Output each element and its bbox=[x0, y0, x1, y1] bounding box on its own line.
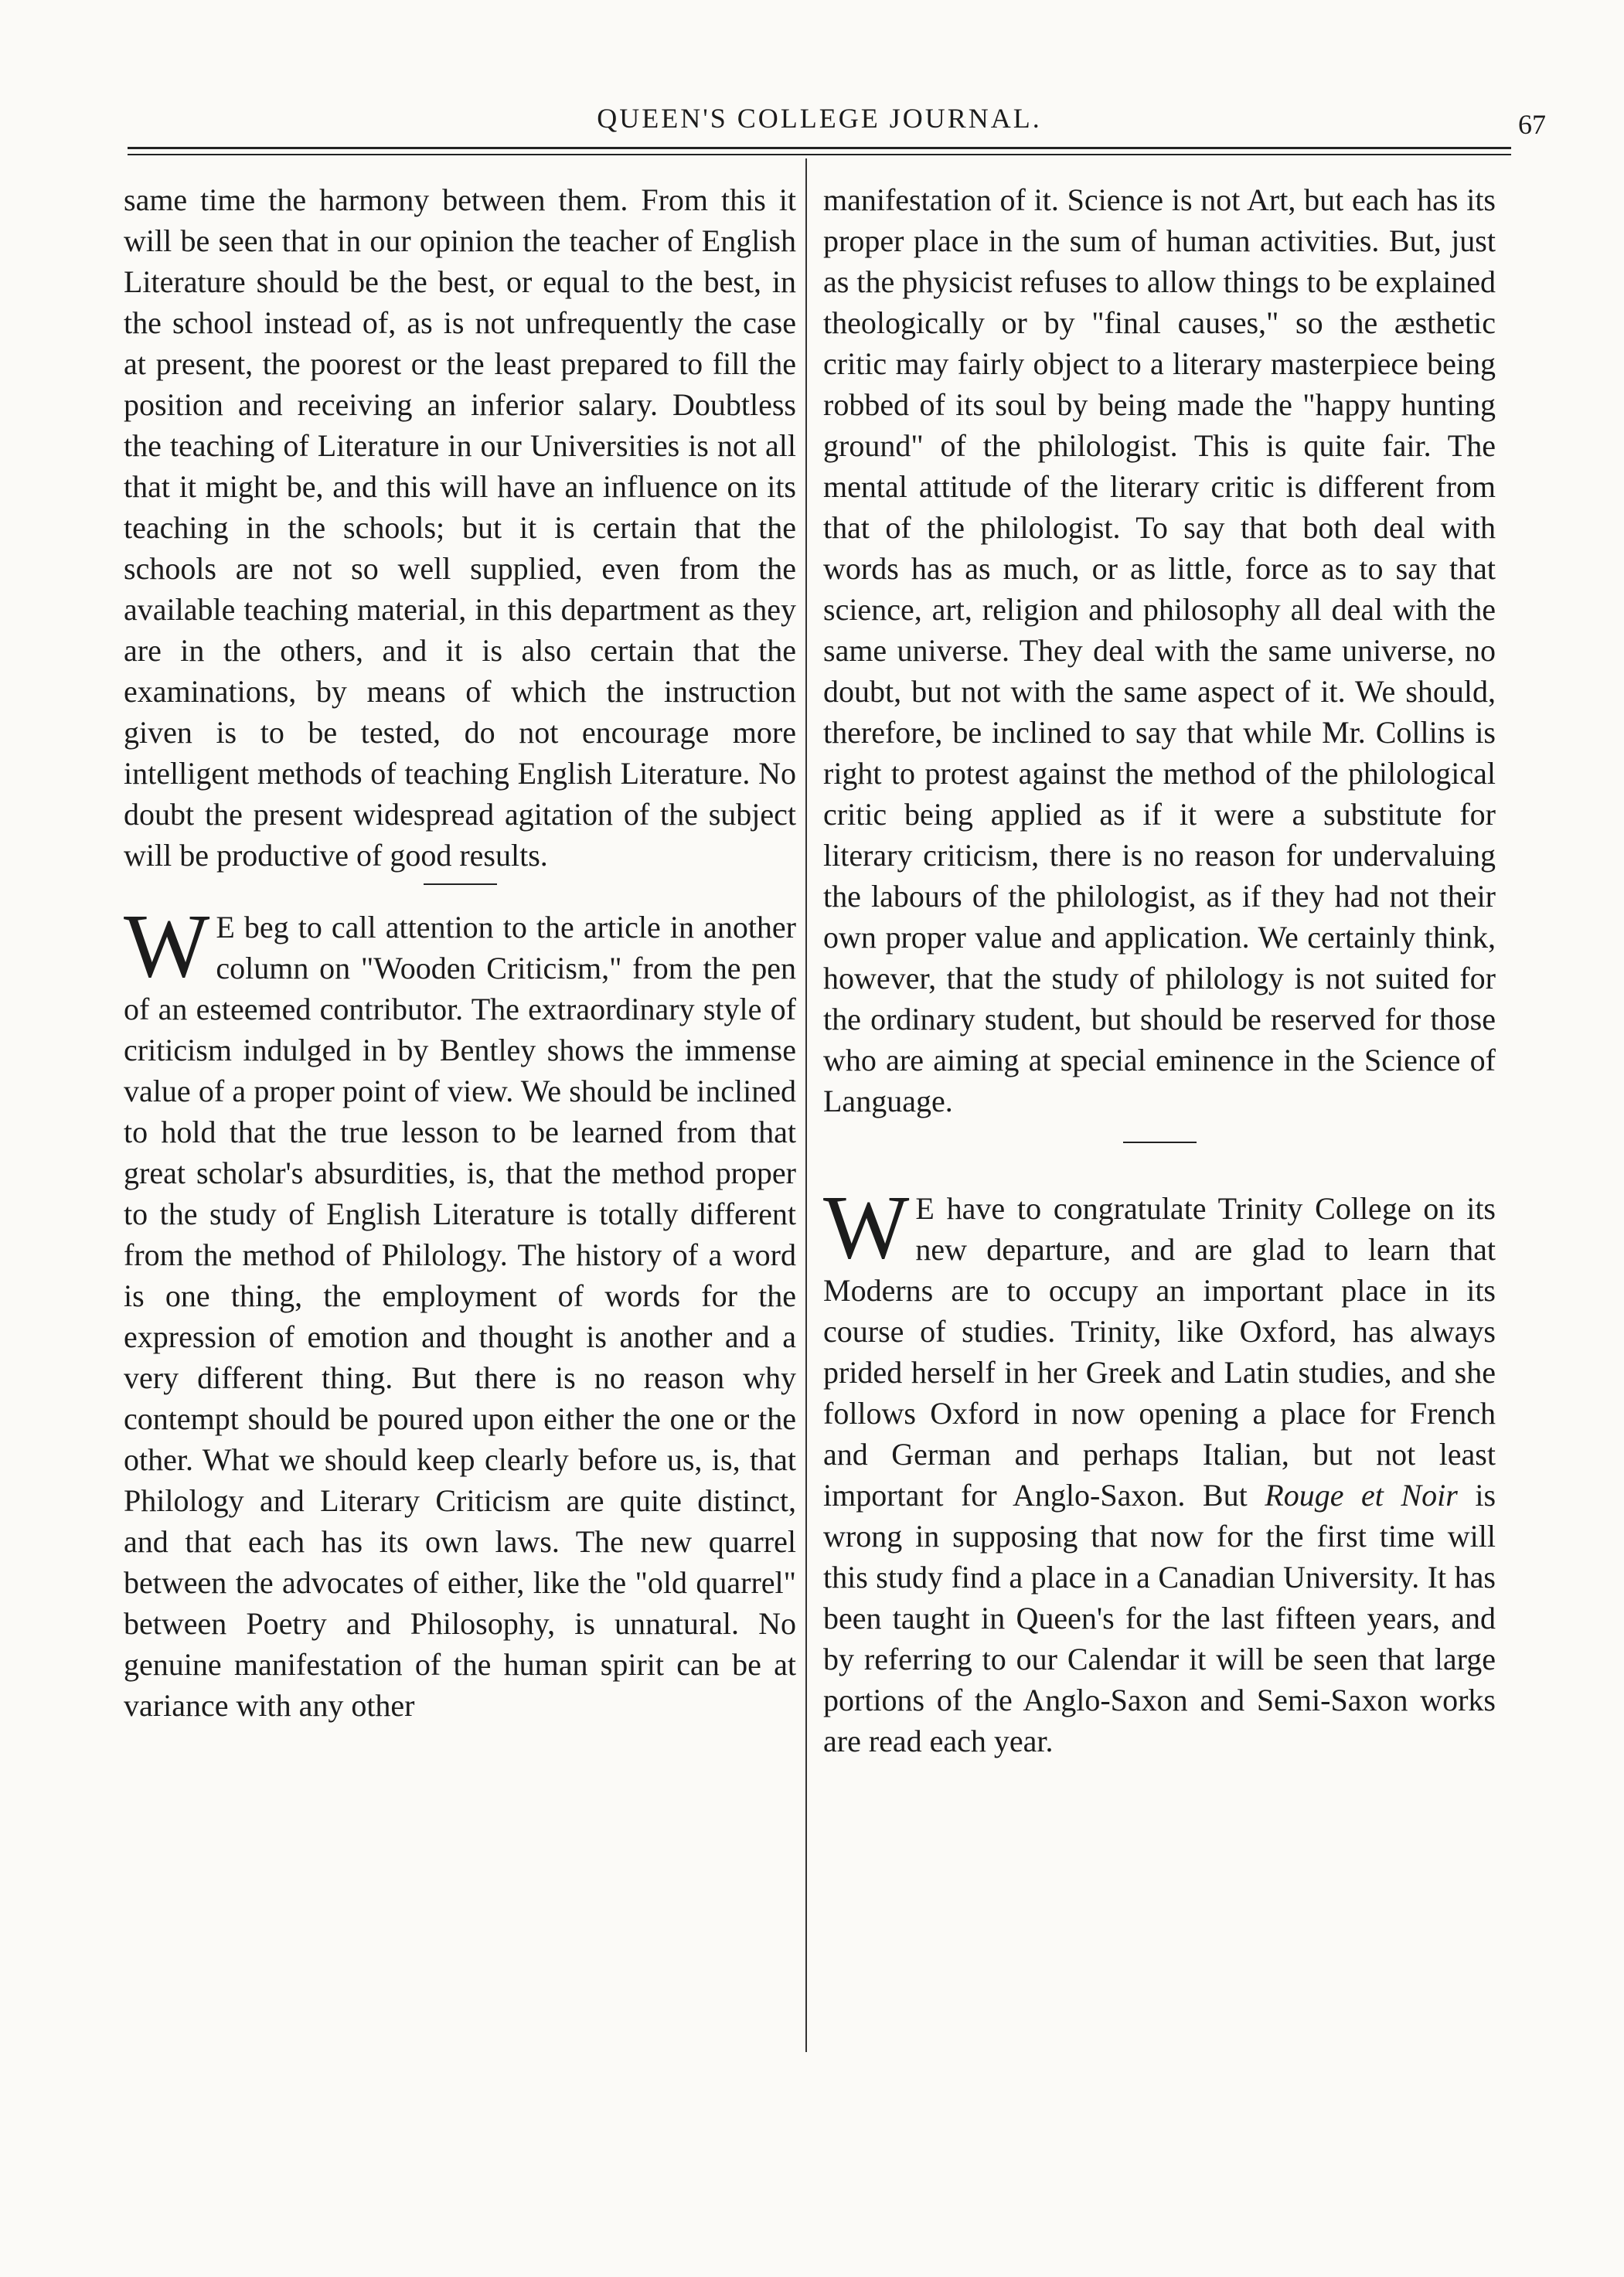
right-paragraph-1: manifestation of it. Science is not Art, but each has its proper place in the sum of human activities. But, just as the physicist refuses to allow things to be explained theologically or by "final causes," so the æsthetic critic may fairly object to a literary masterpiece being robbed of its soul by being made the "happy hunting ground" of the philologist. This is quite fair. The mental attitude of the literary critic is different from that of the philologist. To say that both deal with words has as much, or as little, force as to say that science, art, religion and philosophy all deal with the same universe. They deal with the same universe, no doubt, but not with the same aspect of it. We should, therefore, be inclined to say that while Mr. Collins is right to protest against the method of the philological critic being applied as if it were a substitute for literary criticism, there is no reason for undervaluing the labours of the philologist, as if they had not their own proper value and application. We certainly think, however, that the study of philology is not suited for the ordinary student, but should be reserved for those who are aiming at special eminence in the Science of Language. bbox=[823, 182, 1496, 1118]
left-paragraph-2 bbox=[124, 895, 796, 1726]
left-paragraph-1: same time the harmony between them. From this it will be seen that in our opinion the teacher of English Literature should be the best, or equal to the best, in the school instead of, as is not unfrequently the case at present, the poorest or the least prepared to fill the position and receiving an inferior salary. Doubtless the teaching of Literature in our Universities is not all that it might be, and this will have an influence on its teaching in the schools; but it is certain that the schools are not so well supplied, even from the available teaching material, in this department as they are in the others, and it is also certain that the examinations, by means of which the instruction given is to be tested, do not encourage more intelligent methods of teaching English Literature. No doubt the present widespread agitation of the subject will be productive of good results. bbox=[124, 182, 796, 873]
header-rule-top bbox=[128, 147, 1511, 149]
section-separator bbox=[1123, 1142, 1197, 1143]
section-separator bbox=[424, 883, 497, 885]
column-divider bbox=[805, 158, 807, 2052]
right-paragraph-2-text-b: is wrong in supposing that now for the first time will this study find a place in a Canadian University. It has been taught in Queen's for the last fifteen years, and by referring to our Calendar it will be seen that large portions of the Anglo-Saxon and Semi-Saxon works are read each year. bbox=[823, 1478, 1496, 1758]
right-paragraph-2 bbox=[823, 1176, 1496, 1761]
drop-cap: W bbox=[124, 895, 210, 996]
right-column bbox=[823, 179, 1496, 1761]
header-rule-bottom bbox=[128, 154, 1511, 155]
left-paragraph-2-text: E beg to call attention to the article in another column on "Wooden Criticism," from the pen of an esteemed contributor. The extraordinary style of criticism indulged in by Bentley shows the immense value of a proper point of view. We should be inclined to hold that the true lesson to be learned from that great scholar's absurdities, is, that the method proper to the study of English Literature is totally different from the method of Philology. The history of a word is one thing, the employment of words for the expression of emotion and thought is another and a very different thing. But there is no reason why contempt should be poured upon either the one or the other. What we should keep clearly before us, is, that Philology and Literary Criticism are quite distinct, and that each has its own laws. The new quarrel between the advocates of either, like the "old quarrel" between Poetry and Philosophy, is unnatural. No genuine manifestation of the human spirit can be at variance with any other bbox=[124, 910, 796, 1723]
italic-title: Rouge et Noir bbox=[1265, 1478, 1458, 1513]
page-header bbox=[124, 93, 1546, 140]
left-column bbox=[124, 179, 796, 1726]
running-title: QUEEN'S COLLEGE JOURNAL. bbox=[597, 103, 1042, 134]
drop-cap: W bbox=[823, 1176, 910, 1278]
right-paragraph-2-text-a: E have to congratulate Trinity College on its new departure, and are glad to learn that Moderns are to occupy an important place in its course of studies. Trinity, like Oxford, has always prided herself in her Greek and Latin studies, and she follows Oxford in now opening a place for French and German and perhaps Italian, but not least important for Anglo-Saxon. But bbox=[823, 1191, 1496, 1513]
page-number: 67 bbox=[1518, 109, 1546, 140]
